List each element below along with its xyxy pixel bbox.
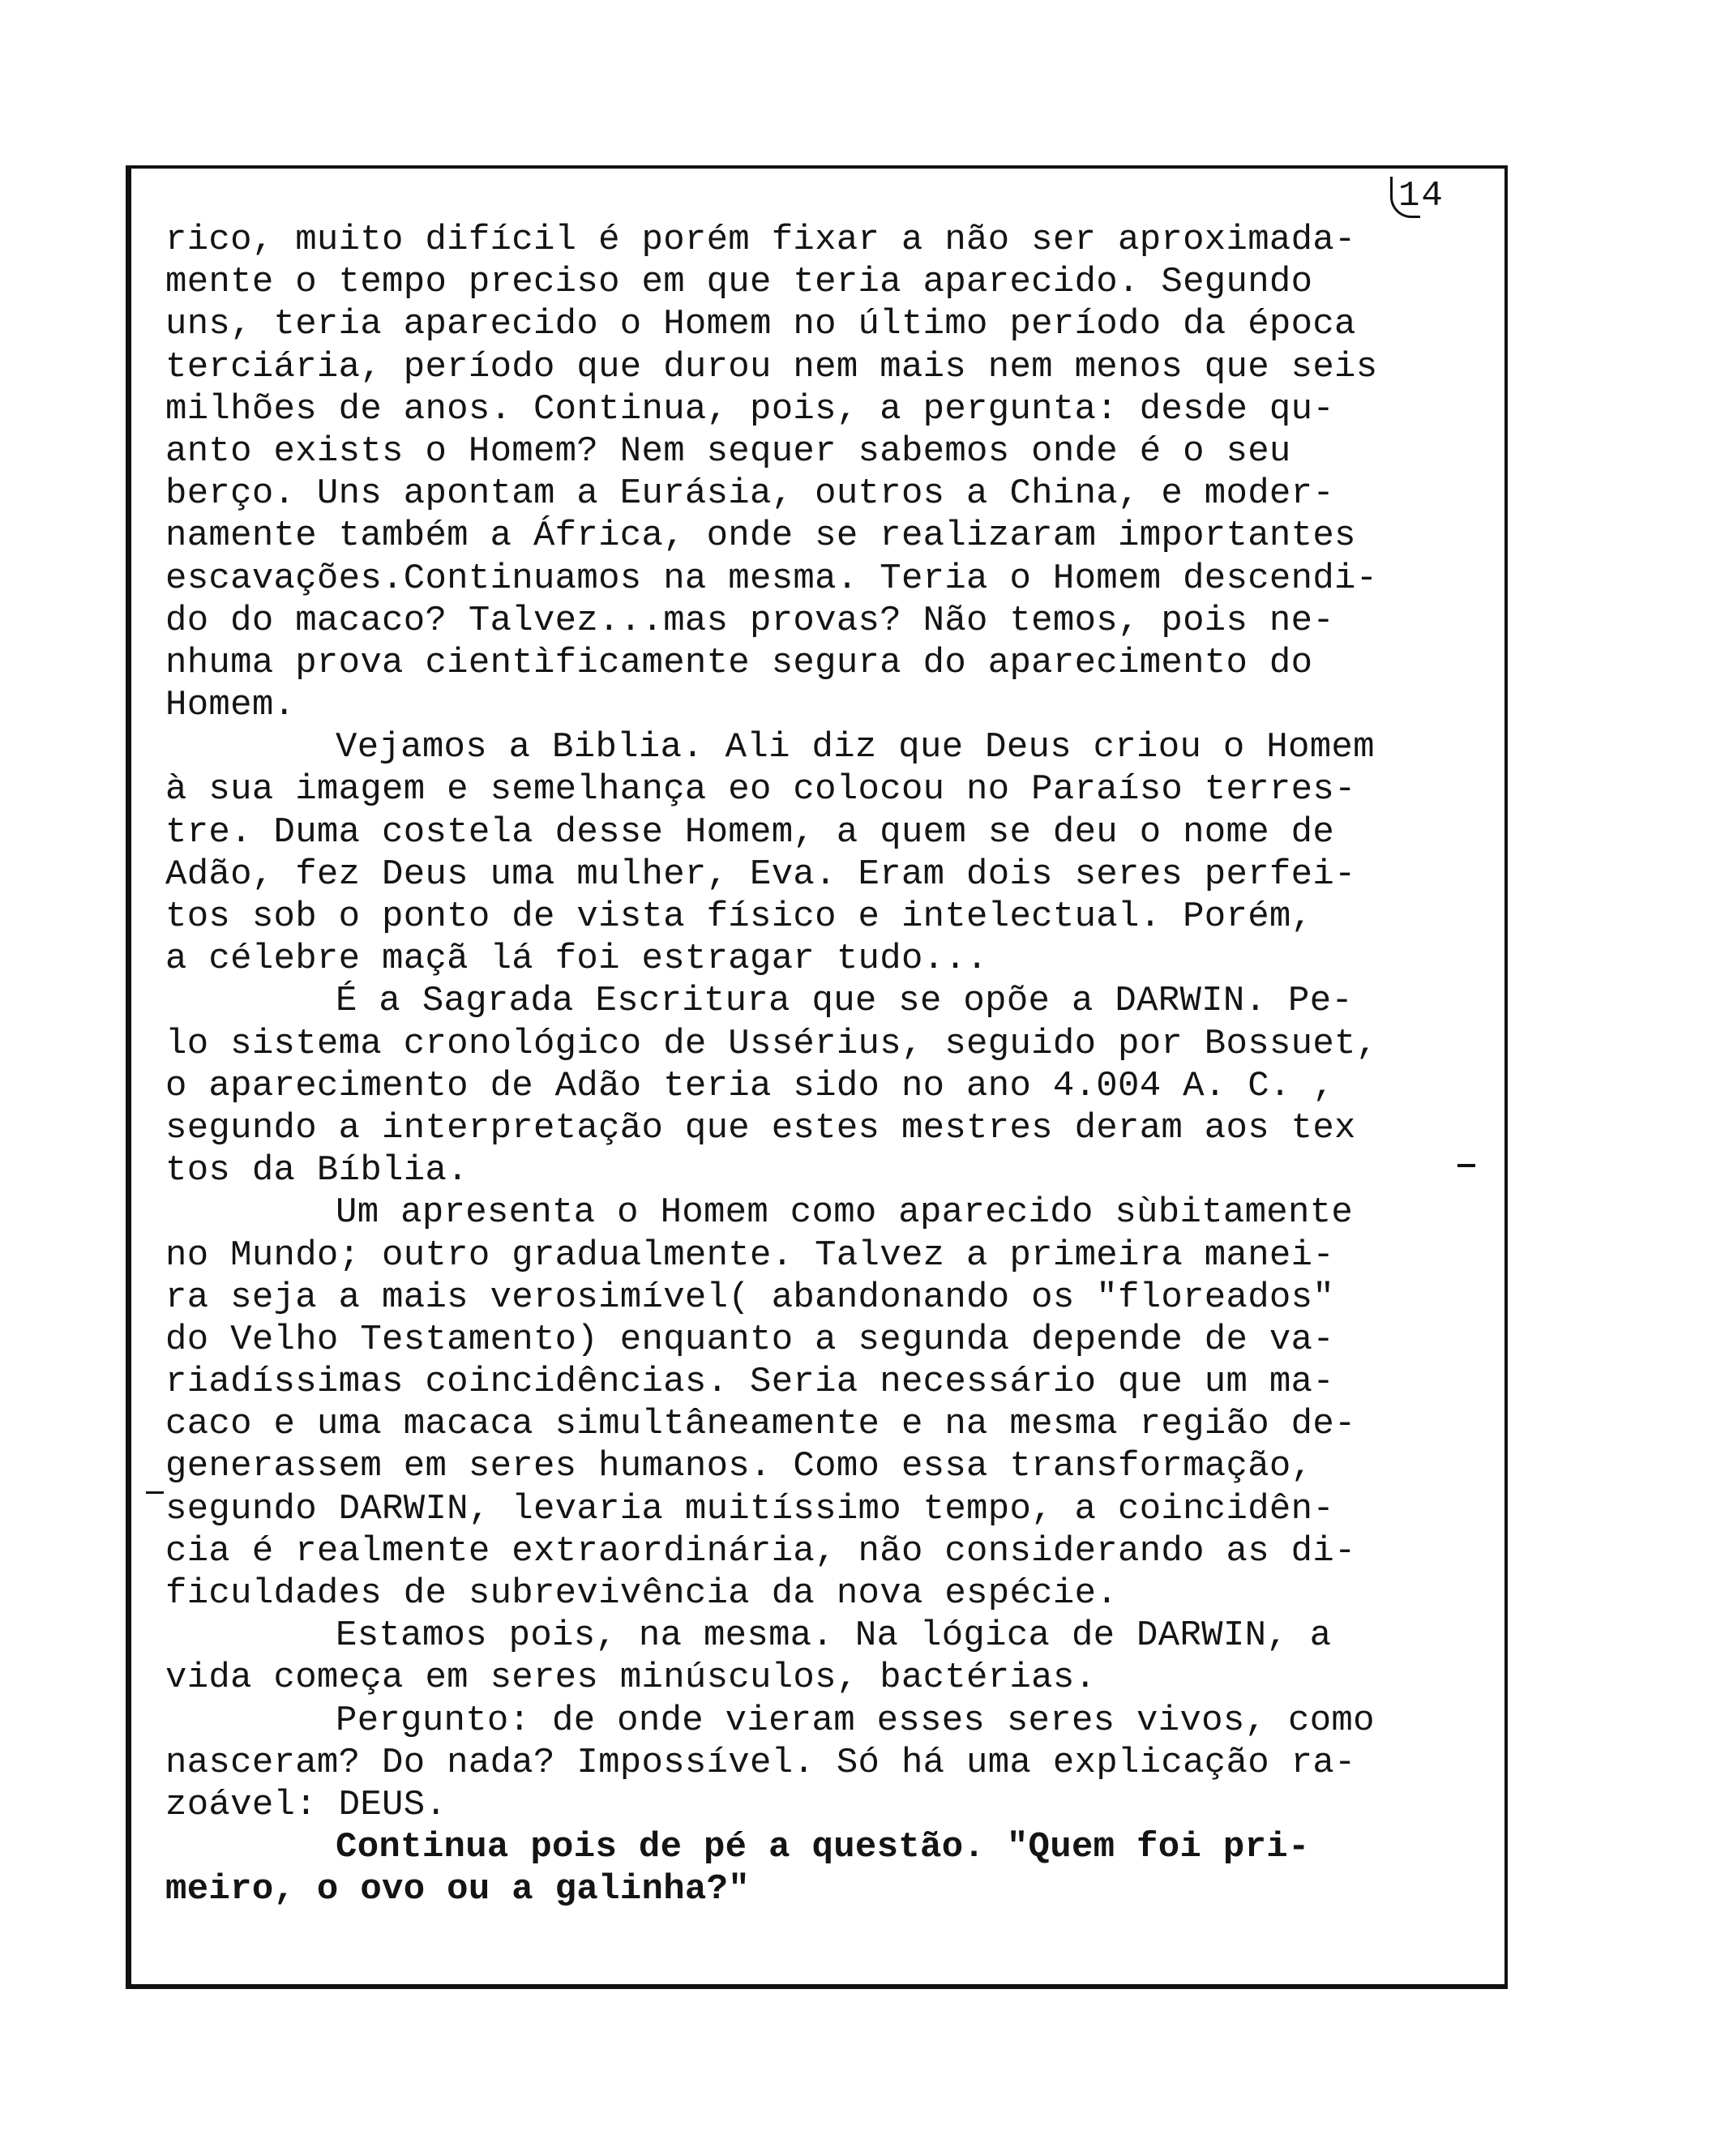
text-line: nhuma prova cientìficamente segura do aparecimento do [165, 642, 1313, 683]
text-line: à sua imagem e semelhança eo colocou no Paraíso terres- [165, 769, 1356, 811]
paragraph-start-line: É a Sagrada Escritura que se opõe a DARWIN. Pe- [336, 981, 1354, 1022]
closing-question-line: meiro, o ovo ou a galinha?" [165, 1869, 751, 1910]
text-line: tos da Bíblia. [165, 1150, 469, 1191]
text-line: escavações.Continuamos na mesma. Teria o Homem descendi- [165, 558, 1378, 599]
text-line: vida começa em seres minúsculos, bactérias. [165, 1658, 1097, 1699]
text-line: o aparecimento de Adão teria sido no ano 4.004 A. C. , [165, 1065, 1335, 1106]
paragraph-start-line: Um apresenta o Homem como aparecido sùbitamente [336, 1192, 1354, 1234]
text-line: Adão, fez Deus uma mulher, Eva. Eram dois seres perfei- [165, 853, 1356, 895]
text-line: segundo DARWIN, levaria muitíssimo tempo, a coincidên- [165, 1488, 1335, 1529]
paragraph-start-line: Vejamos a Biblia. Ali diz que Deus criou o Homem [336, 727, 1375, 768]
text-line: namente também a África, onde se realizaram importantes [165, 515, 1356, 557]
paragraph-start-line: Pergunto: de onde vieram esses seres vivos, como [336, 1700, 1375, 1741]
text-line: Homem. [165, 685, 296, 726]
text-line: ra seja a mais verosimível( abandonando os "floreados" [165, 1277, 1335, 1318]
text-line: zoável: DEUS. [165, 1784, 447, 1825]
text-line: lo sistema cronológico de Ussérius, seguido por Bossuet, [165, 1023, 1378, 1064]
text-line: tre. Duma costela desse Homem, a quem se deu o nome de [165, 811, 1335, 853]
page-number: 14 [1398, 176, 1444, 216]
text-line: ficuldades de subrevivência da nova espécie. [165, 1573, 1118, 1614]
margin-tick [146, 1491, 164, 1494]
text-line: do do macaco? Talvez...mas provas? Não temos, pois ne- [165, 600, 1335, 641]
text-line: caco e uma macaca simultâneamente e na mesma região de- [165, 1404, 1356, 1445]
paragraph-start-line: Estamos pois, na mesma. Na lógica de DARWIN, a [336, 1615, 1332, 1657]
text-line: cia é realmente extraordinária, não considerando as di- [165, 1530, 1356, 1572]
text-line: berço. Uns apontam a Eurásia, outros a China, e moder- [165, 473, 1335, 515]
text-line: mente o tempo preciso em que teria aparecido. Segundo [165, 262, 1313, 303]
text-line: a célebre maçã lá foi estragar tudo... [165, 939, 988, 980]
text-line: nasceram? Do nada? Impossível. Só há uma explicação ra- [165, 1742, 1356, 1783]
text-line: riadíssimas coincidências. Seria necessário que um ma- [165, 1362, 1335, 1403]
text-line: milhões de anos. Continua, pois, a pergunta: desde qu- [165, 388, 1335, 430]
text-line: tos sob o ponto de vista físico e intelectual. Porém, [165, 896, 1313, 937]
closing-question-line: Continua pois de pé a questão. "Quem foi pri- [336, 1827, 1310, 1868]
text-line: rico, muito difícil é porém fixar a não ser aproximada- [165, 220, 1356, 260]
text-line: do Velho Testamento) enquanto a segunda depende de va- [165, 1319, 1335, 1360]
text-line: uns, teria aparecido o Homem no último período da época [165, 304, 1356, 345]
text-line: no Mundo; outro gradualmente. Talvez a primeira manei- [165, 1234, 1335, 1276]
text-line: anto exists o Homem? Nem sequer sabemos onde é o seu [165, 430, 1291, 472]
text-line: segundo a interpretação que estes mestres deram aos tex [165, 1107, 1356, 1149]
text-line: generassem em seres humanos. Como essa transformação, [165, 1446, 1313, 1487]
text-line: terciária, período que durou nem mais nem menos que seis [165, 346, 1378, 387]
typed-text-body [165, 219, 1495, 1911]
